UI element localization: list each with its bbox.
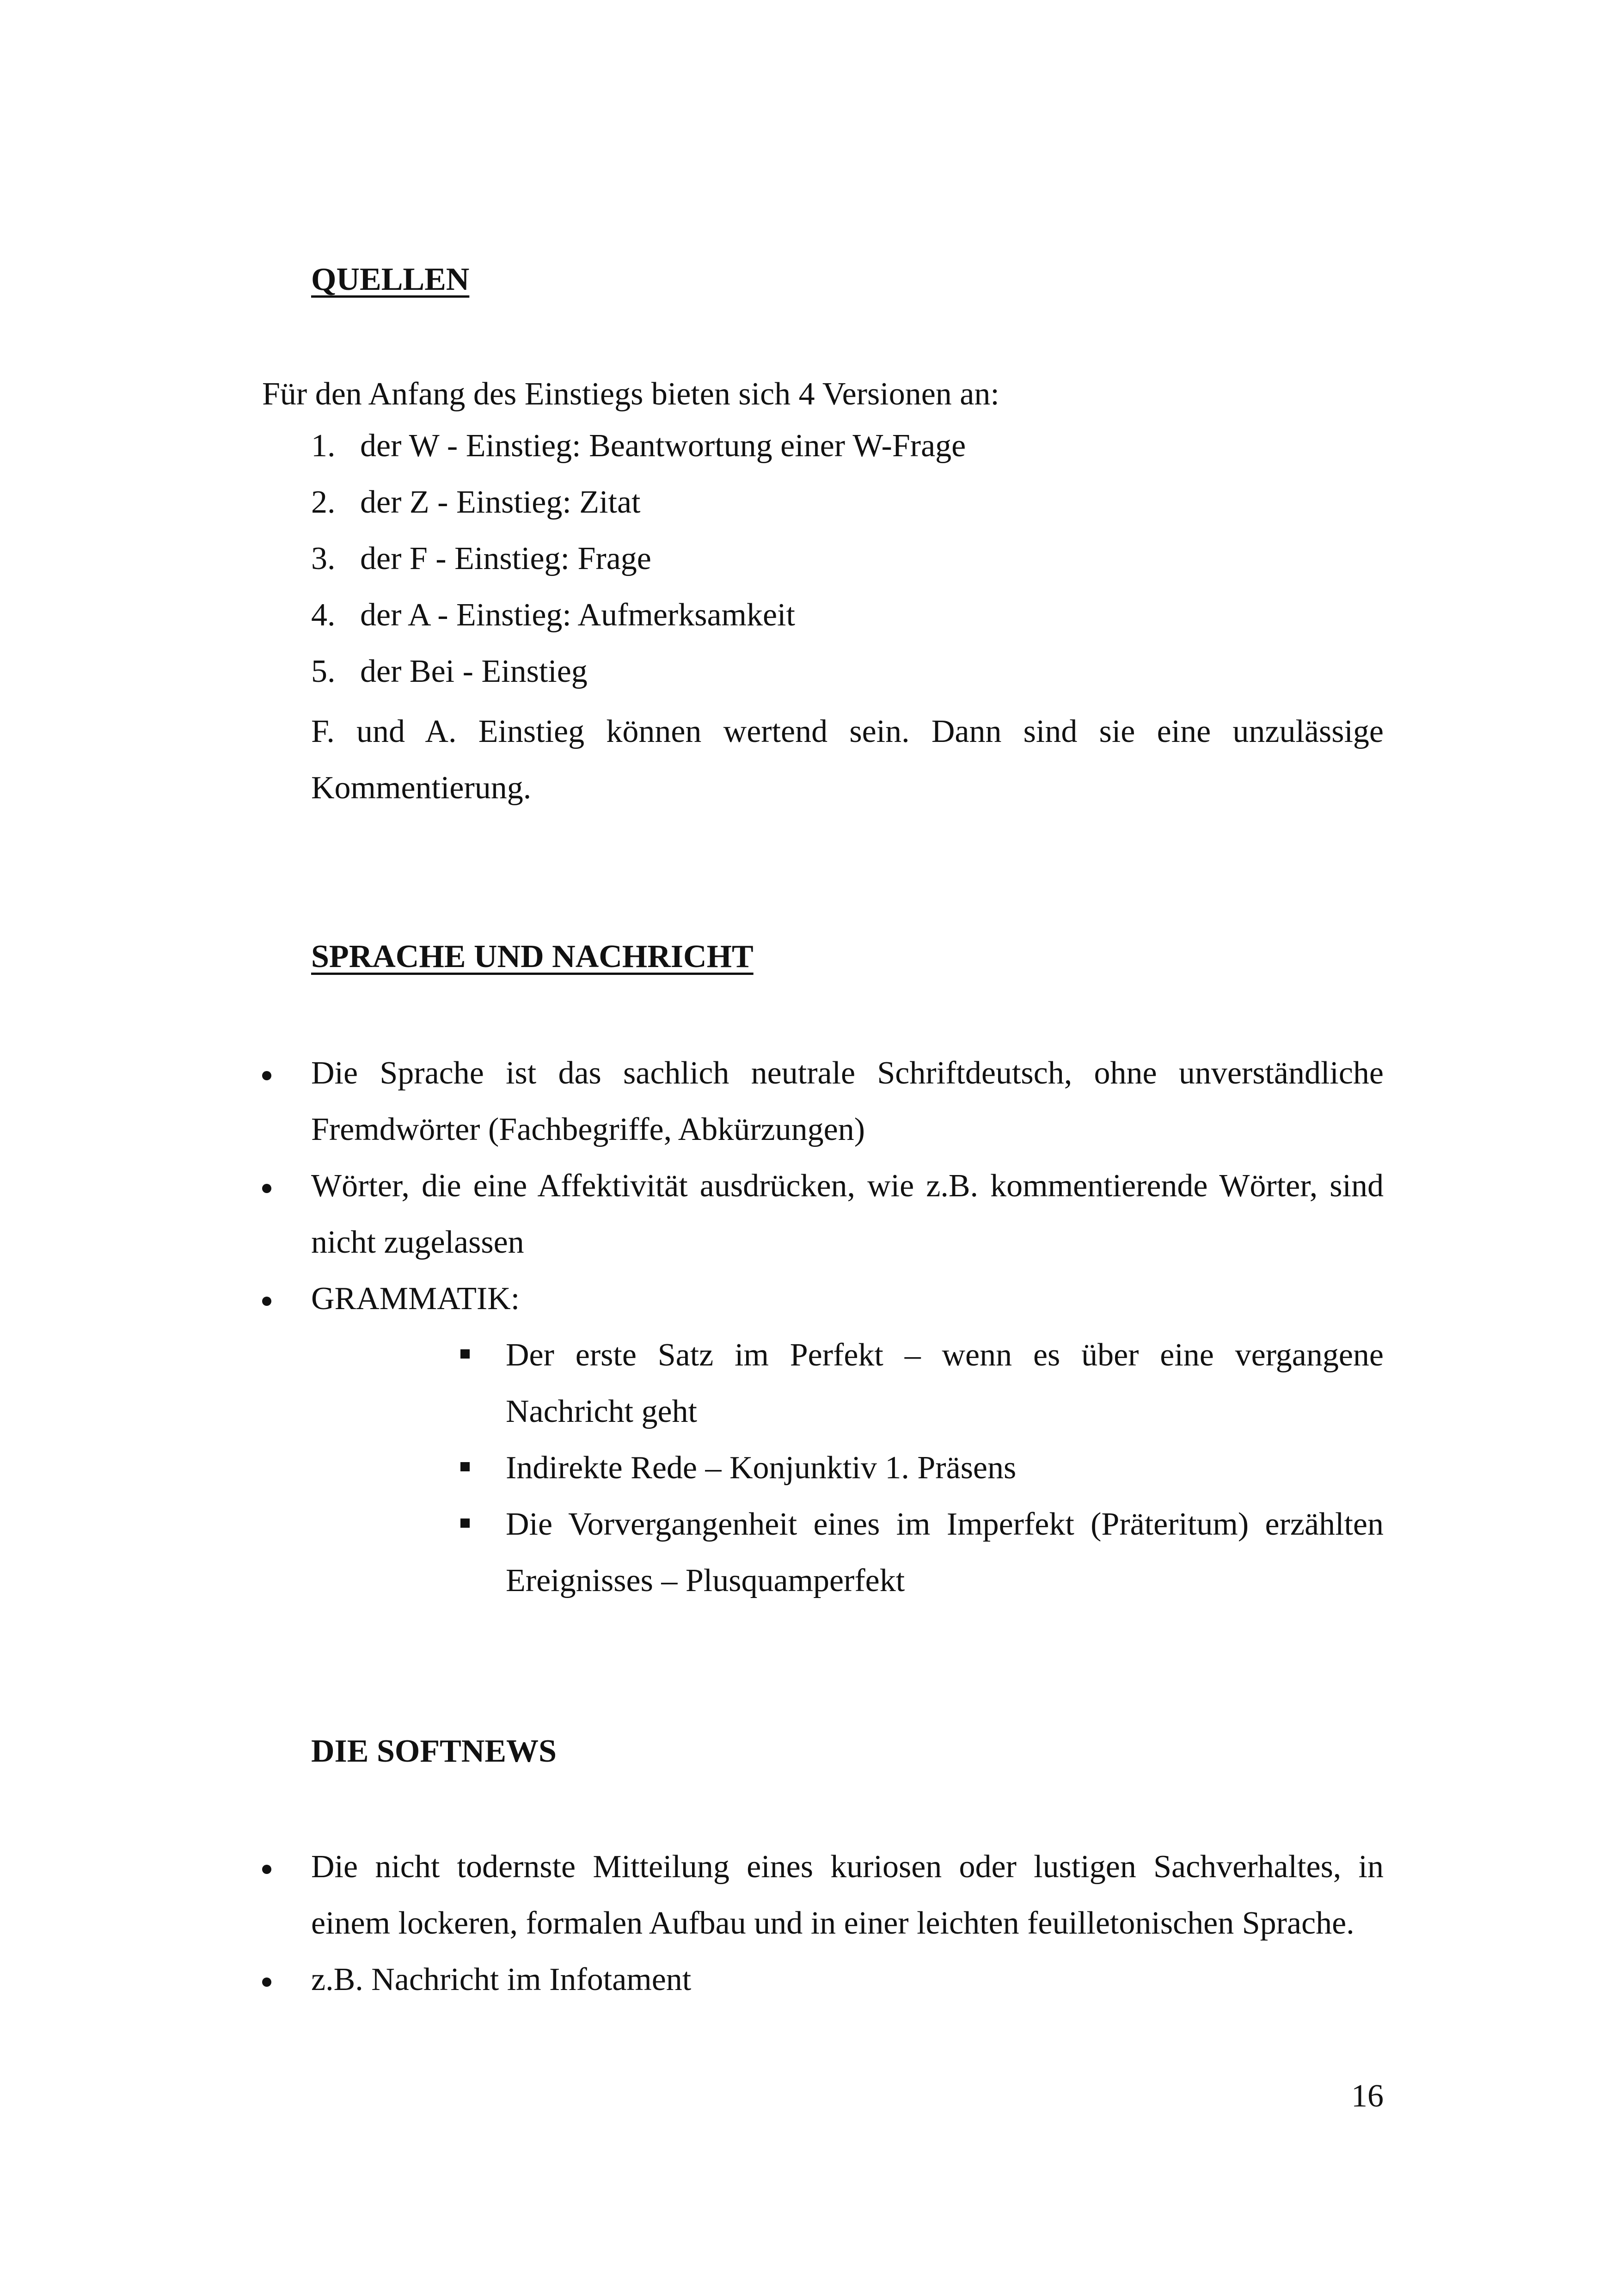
bullet-line: Die nicht todernste Mitteilung eines kuriosen oder lustigen Sachverhaltes, in xyxy=(311,1849,1384,1885)
section-heading-sprache: SPRACHE UND NACHRICHT xyxy=(311,939,754,974)
sub-bullet-line: Indirekte Rede – Konjunktiv 1. Präsens xyxy=(506,1450,1017,1486)
sub-bullet-item xyxy=(458,1452,1384,1496)
bullet-line: nicht zugelassen xyxy=(311,1225,524,1260)
bullet-line: GRAMMATIK: xyxy=(311,1281,520,1316)
bullet-icon xyxy=(262,1978,271,1987)
sub-bullet-item xyxy=(458,1339,1384,1440)
sub-bullet-item xyxy=(458,1508,1384,1609)
section-heading-quellen: QUELLEN xyxy=(311,262,470,297)
bullet-line: Die Sprache ist das sachlich neutrale Schriftdeutsch, ohne unverständliche xyxy=(311,1055,1384,1091)
sub-bullet-line: Ereignisses – Plusquamperfekt xyxy=(506,1563,905,1598)
bullet-icon xyxy=(262,1184,271,1193)
square-bullet-icon xyxy=(460,1349,470,1359)
page-number: 16 xyxy=(1351,2078,1384,2114)
sub-bullet-line: Die Vorvergangenheit eines im Imperfekt (Präteritum) erzählten xyxy=(506,1506,1384,1542)
bullet-icon xyxy=(262,1071,271,1080)
sub-bullet-line: Nachricht geht xyxy=(506,1394,697,1429)
quellen-note xyxy=(311,704,1384,816)
square-bullet-icon xyxy=(460,1462,470,1471)
quellen-intro: Für den Anfang des Einstiegs bieten sich 4 Versionen an: xyxy=(262,376,999,412)
list-item: 2. der Z - Einstieg: Zitat xyxy=(311,484,641,520)
bullet-line: Fremdwörter (Fachbegriffe, Abkürzungen) xyxy=(311,1112,865,1147)
quellen-note-line2: Kommentierung. xyxy=(311,770,532,806)
bullet-item xyxy=(262,1283,1384,1327)
bullet-item xyxy=(262,1170,1384,1271)
bullet-item xyxy=(262,1964,1384,2008)
einstieg-versions-list xyxy=(311,430,966,712)
list-item: 5. der Bei - Einstieg xyxy=(311,654,588,689)
list-item: 1. der W - Einstieg: Beantwortung einer W-Frage xyxy=(311,428,966,464)
sub-bullet-line: Der erste Satz im Perfekt – wenn es über eine vergangene xyxy=(506,1337,1384,1373)
bullet-line: einem lockeren, formalen Aufbau und in einer leichten feuilletonischen Sprache. xyxy=(311,1905,1354,1941)
bullet-icon xyxy=(262,1865,271,1874)
square-bullet-icon xyxy=(460,1518,470,1528)
bullet-icon xyxy=(262,1297,271,1306)
bullet-line: Wörter, die eine Affektivität ausdrücken, wie z.B. kommentierende Wörter, sind xyxy=(311,1168,1384,1204)
list-item: 3. der F - Einstieg: Frage xyxy=(311,541,651,576)
section-heading-softnews: DIE SOFTNEWS xyxy=(311,1733,557,1769)
quellen-note-line1: F. und A. Einstieg können wertend sein. Dann sind sie eine unzulässige xyxy=(311,714,1384,749)
bullet-line: z.B. Nachricht im Infotament xyxy=(311,1962,692,1997)
list-item: 4. der A - Einstieg: Aufmerksamkeit xyxy=(311,597,795,633)
bullet-item xyxy=(262,1851,1384,1952)
bullet-item xyxy=(262,1057,1384,1158)
